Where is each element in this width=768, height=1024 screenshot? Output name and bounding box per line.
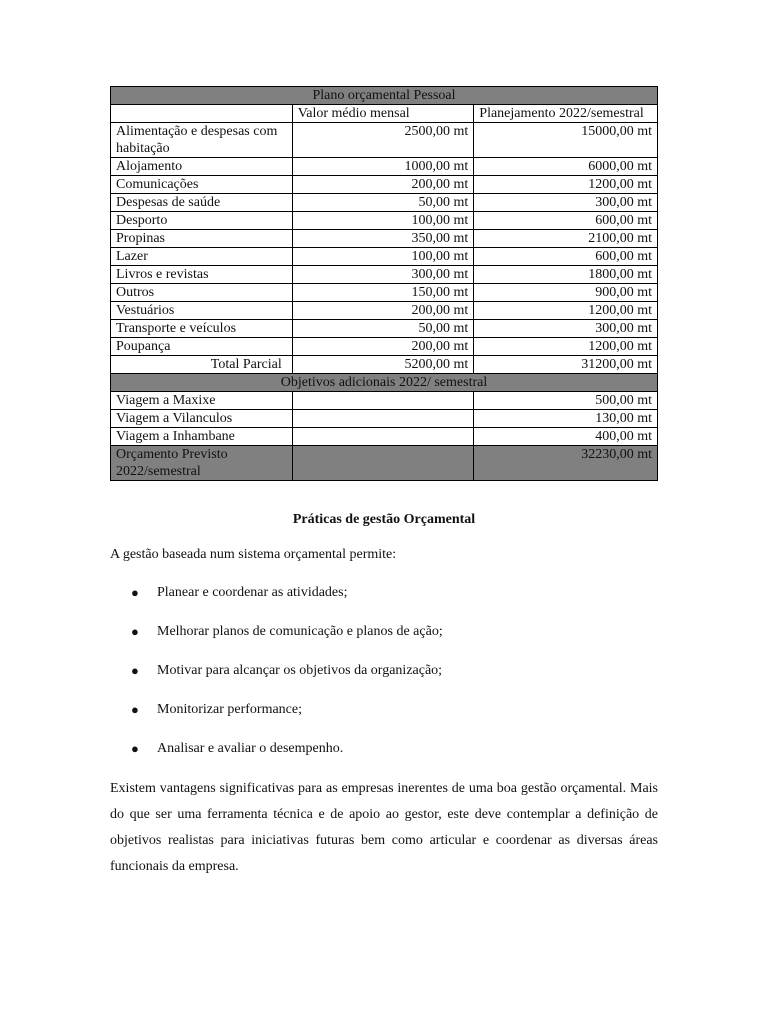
row-label: Transporte e veículos [111,320,293,338]
row-label: Alimentação e despesas com habitação [111,123,293,158]
additional-monthly [292,428,474,446]
table-header-row [111,105,658,123]
row-label: Despesas de saúde [111,194,293,212]
list-item-text: Monitorizar performance; [157,702,302,717]
list-item-text: Motivar para alcançar os objetivos da organização; [157,663,443,678]
row-semester-value: 1200,00 mt [474,338,658,356]
table-row [111,194,658,212]
row-monthly-value: 100,00 mt [292,212,474,230]
additional-row [111,392,658,410]
additional-title-row [111,374,658,392]
table-title: Plano orçamental Pessoal [111,87,658,105]
additional-label: Viagem a Maxixe [111,392,293,410]
additional-value: 400,00 mt [474,428,658,446]
forecast-value: 32230,00 mt [474,446,658,481]
additional-monthly [292,410,474,428]
row-semester-value: 600,00 mt [474,212,658,230]
row-semester-value: 1200,00 mt [474,302,658,320]
table-row [111,284,658,302]
list-item [110,624,443,663]
intro-text: A gestão baseada num sistema orçamental permite: [110,547,397,562]
row-label: Comunicações [111,176,293,194]
row-semester-value: 300,00 mt [474,320,658,338]
row-semester-value: 900,00 mt [474,284,658,302]
row-semester-value: 1200,00 mt [474,176,658,194]
row-label: Vestuários [111,302,293,320]
table-row [111,176,658,194]
list-item [110,702,443,741]
row-semester-value: 6000,00 mt [474,158,658,176]
row-semester-value: 600,00 mt [474,248,658,266]
additional-row [111,428,658,446]
row-label: Poupança [111,338,293,356]
row-monthly-value: 50,00 mt [292,320,474,338]
bullet-icon: ● [131,741,139,756]
row-monthly-value: 1000,00 mt [292,158,474,176]
header-semester: Planejamento 2022/semestral [474,105,658,123]
table-row [111,248,658,266]
header-monthly: Valor médio mensal [292,105,474,123]
row-monthly-value: 200,00 mt [292,338,474,356]
table-row [111,158,658,176]
additional-label: Viagem a Inhambane [111,428,293,446]
table-row [111,320,658,338]
bullet-icon: ● [131,663,139,678]
table-row [111,302,658,320]
list-item [110,585,443,624]
row-monthly-value: 50,00 mt [292,194,474,212]
list-item [110,663,443,702]
total-monthly: 5200,00 mt [292,356,474,374]
row-label: Outros [111,284,293,302]
total-row [111,356,658,374]
total-semester: 31200,00 mt [474,356,658,374]
list-item-text: Melhorar planos de comunicação e planos de ação; [157,624,443,639]
forecast-label: Orçamento Previsto 2022/semestral [111,446,293,481]
row-monthly-value: 100,00 mt [292,248,474,266]
row-label: Propinas [111,230,293,248]
row-label: Lazer [111,248,293,266]
table-row [111,123,658,158]
total-label: Total Parcial [111,356,293,374]
budget-table [110,86,658,481]
additional-value: 130,00 mt [474,410,658,428]
row-semester-value: 2100,00 mt [474,230,658,248]
additional-title: Objetivos adicionais 2022/ semestral [111,374,658,392]
additional-monthly [292,392,474,410]
bullet-icon: ● [131,624,139,639]
row-semester-value: 300,00 mt [474,194,658,212]
bullet-icon: ● [131,702,139,717]
row-monthly-value: 2500,00 mt [292,123,474,158]
table-title-row [111,87,658,105]
row-semester-value: 15000,00 mt [474,123,658,158]
row-monthly-value: 200,00 mt [292,176,474,194]
row-monthly-value: 350,00 mt [292,230,474,248]
practices-list [110,585,443,780]
row-semester-value: 1800,00 mt [474,266,658,284]
row-monthly-value: 300,00 mt [292,266,474,284]
body-paragraph: Existem vantagens significativas para as empresas inerentes de uma boa gestão orçamental. Mais do que ser uma ferramenta técnica e de apoio ao gestor, este deve contemplar a definição de objetivos realistas para iniciativas futuras bem como articular e coordenar as diversas áreas funcionais da empresa. [110,781,658,874]
header-cell-empty [111,105,293,123]
bullet-icon: ● [131,585,139,600]
table-row [111,230,658,248]
forecast-row [111,446,658,481]
budget-table-body [111,87,658,481]
list-item-text: Planear e coordenar as atividades; [157,585,348,600]
row-label: Livros e revistas [111,266,293,284]
row-monthly-value: 200,00 mt [292,302,474,320]
forecast-empty-cell [292,446,474,481]
additional-label: Viagem a Vilanculos [111,410,293,428]
row-label: Desporto [111,212,293,230]
list-item [110,741,443,780]
additional-row [111,410,658,428]
table-row [111,266,658,284]
additional-value: 500,00 mt [474,392,658,410]
table-row [111,212,658,230]
table-row [111,338,658,356]
list-item-text: Analisar e avaliar o desempenho. [157,741,344,756]
row-monthly-value: 150,00 mt [292,284,474,302]
section-title: Práticas de gestão Orçamental [292,512,476,527]
row-label: Alojamento [111,158,293,176]
